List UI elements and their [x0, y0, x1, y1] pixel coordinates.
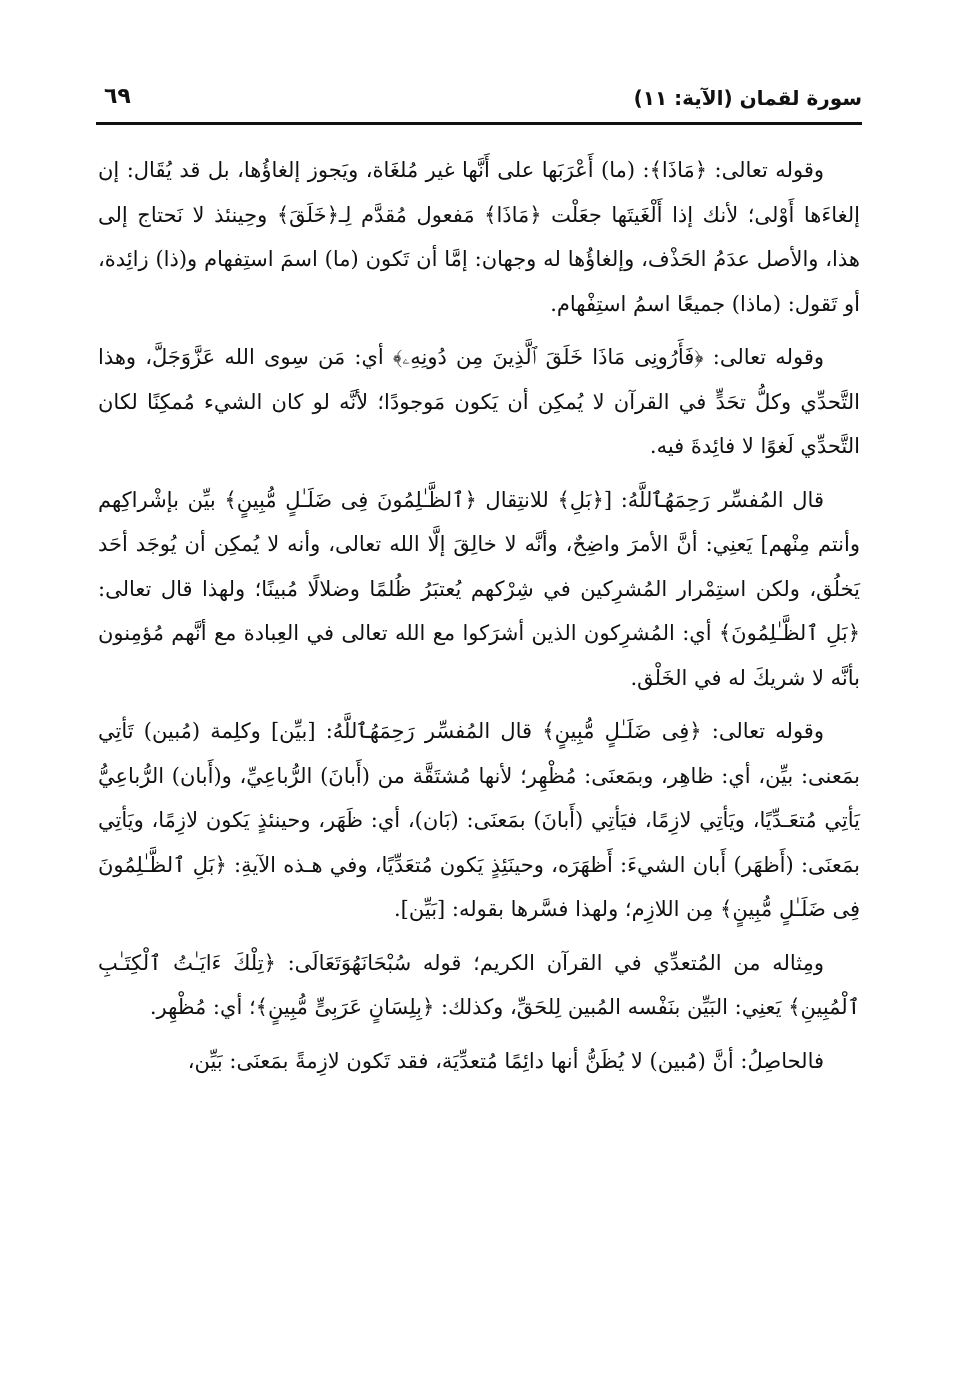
paragraph-madha: وقوله تعالى: ﴿مَاذَا﴾: (ما) أَعْرَبَها على أَنَّها غير مُلغَاة، ويَجوز إلغاؤُها، بل قد يُقَال: إن إلغاءَها أَوْلى؛ لأنك إذا أَلْغَيتَها جعَلْت ﴿مَاذَا﴾ مَفعول مُقدَّم لِـ﴿خَلَقَ﴾ وحِينئذ لا نَحتاج إلى هذا، والأصل عدَمُ الحَذْف، وإلغاؤُها له وجهان: إمَّا أن تَكون (ما) اسمَ استِفهام و(ذا) زائِدة، أو تَقول: (ماذا) جميعًا اسمُ استِفْهام.	[98, 158, 860, 316]
running-title: سورة لقمان (الآية: ١١)	[633, 86, 862, 110]
page-number: ٦٩	[104, 84, 131, 109]
paragraph-example: ومِثاله من المُتعدِّي في القرآن الكريم؛ قوله سُبْحَانَهُوَتَعَالَى: ﴿تِلْكَ ءَايَـٰتُ ٱلْكِتَـٰبِ ٱلْمُبِينِ﴾ يَعنِي: البَيِّن بنَفْسه المُبين لِلحَقِّ، وكذلك: ﴿بِلِسَانٍ عَرَبِىٍّ مُّبِينٍ﴾؛ أي: مُظْهِر.	[98, 950, 860, 1019]
paragraph-mufassir: قال المُفسِّر رَحِمَهُٱللَّهُ: [﴿بَلِ﴾ للانتِقال ﴿ٱلظَّـٰلِمُونَ فِى ضَلَـٰلٍ مُّبِينٍ﴾ بيِّن بإشْراكِهم وأنتم مِنْهم] يَعنِي: أنَّ الأمرَ واضِحٌ، وأنَّه لا خالِقَ إلَّا الله تعالى، وأنه لا يُمكِن أن يُوجَد أحَد يَخلُق، ولكن استِمْرار المُشرِكين في شِرْكهم يُعتبَرُ ظُلمًا وضلالًا مُبينًا؛ ولهذا قال تعالى: ﴿بَلِ ٱلظَّـٰلِمُونَ﴾ أي: المُشرِكون الذين أشرَكوا مع الله تعالى في العِبادة مع أنَّهم مُؤمِنون بأنَّه لا شريكَ له في الخَلْق.	[98, 487, 860, 690]
page-body	[98, 148, 860, 1091]
page-header	[96, 82, 862, 122]
header-divider	[96, 122, 862, 125]
paragraph-conclusion: فالحاصِلُ: أنَّ (مُبين) لا يُظَنُّ أنها دائِمًا مُتعدِّيَة، فقد تَكون لازِمةً بمَعنَى: بَيِّن،	[187, 1048, 824, 1073]
paragraph-mubin: وقوله تعالى: ﴿فِى ضَلَـٰلٍ مُّبِينٍ﴾ قال المُفسِّر رَحِمَهُٱللَّهُ: [بيِّن] وكلِمة (مُبين) تَأتِي بمَعنى: بيِّن، أي: ظاهِر، وبمَعنَى: مُظْهِر؛ لأنها مُشتَقَّة من (أَبانَ) الرُّباعِيِّ، و(أَبان) الرُّباعِيُّ يَأتِي مُتعَـدِّيًا، ويَأتِي لازِمًا، فيَأتِي (أَبانَ) بمَعنَى: (بَان)، أي: ظَهَر، وحينئذٍ يَكون لازِمًا، ويَأتِي بمَعنَى: (أَظهَر) أَبان الشيءَ: أَظهَرَه، وحينَئِذٍ يَكون مُتعَدِّيًا، وفي هـذه الآيةِ: ﴿بَلِ ٱلظَّـٰلِمُونَ فِى ضَلَـٰلٍ مُّبِينٍ﴾ مِن اللازِم؛ ولهذا فسَّرها بقوله: [بَيِّن].	[98, 719, 860, 921]
paragraph-challenge: وقوله تعالى: ﴿فَأَرُونِى مَاذَا خَلَقَ ٱلَّذِينَ مِن دُونِهِۦ﴾ أي: مَن سِوى الله عَزَّوَجَلَّ، وهذا التَّحدِّي وكلُّ تحَدٍّ في القرآن لا يُمكِن أن يَكون مَوجودًا؛ لأنَّه لو كان الشيء مُمكِنًا لكان التَّحدِّي لَغوًا لا فائِدةَ فيه.	[98, 345, 860, 458]
